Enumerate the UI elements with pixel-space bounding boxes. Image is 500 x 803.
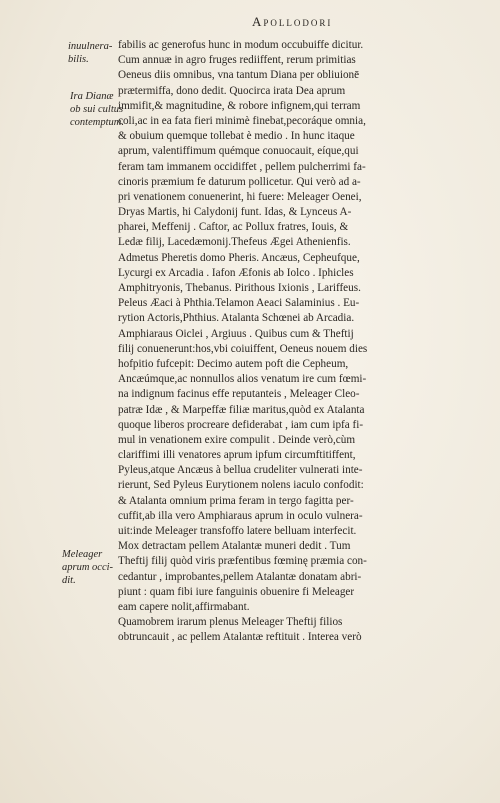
marginal-note-line: Meleager [62,549,103,560]
text-line: hofpitio fufcepit: Decimo autem poft die Cepheum, [118,357,349,370]
text-line: uit:inde Meleager transfoffo latere belluam interfecit. [118,525,357,537]
text-line: Lycurgi ex Arcadia . Iafon Æfonis ab Iolco . Iphicles [118,266,354,279]
text-line: quoque liberos procreare defiderabat , iam cum ipfa fi- [118,418,364,431]
text-line: pri venationem conuenerint, hi fuere: Meleager Oenei, [118,190,362,203]
text-line: pharei, Meffenij . Caftor, ac Pollux fratres, Iouis, & [118,221,349,234]
text-line: fabilis ac generofus hunc in modum occubuiffe dicitur. [118,39,364,51]
text-line: Ledæ filij, Lacedæmonij.Thefeus Ægei Athenienfis. [118,236,351,249]
text-line: na indignum facinus effe reputanteis , Meleager Cleo- [118,388,360,401]
text-line: aprum, valentiffimum quémque conuocauit, eíque,qui [118,145,359,158]
text-line: piunt : quam fibi iure fanguinis obuenire fi Meleager [118,585,355,598]
text-line: Cum annuæ in agro fruges rediiffent, rerum primitias [118,54,356,67]
marginal-note-line: contemptum. [70,117,124,128]
text-line: Amphitryonis, Thebanus. Pirithous Ixionis , Lariffeus. [118,282,361,294]
text-line: mul in venationem exire compulit . Deinde verò,cùm [118,433,356,446]
text-line: filij conuenerunt:hos,vbi coiuiffent, Oeneus nouem dies [118,342,368,355]
marginal-note-line: dit. [62,575,76,586]
text-line: Theftij filij quòd viris præfentibus fœminę præmia con- [118,555,367,568]
text-line: Ancæúmque,ac nonnullos alios venatum ire cum fœmi- [118,373,367,386]
marginal-note-line: bilis. [68,54,89,65]
page-header [0,14,500,36]
text-line: cuffit,ab illa vero Amphiaraus aprum in oculo vulnera- [118,509,363,522]
text-line: & obuium quemque tollebat è medio . In hunc itaque [118,130,355,143]
text-line: coli,ac in ea fata fieri minimè finebat,pecoráque omnia, [118,114,366,127]
text-line: feram tam immanem occidiffet , pellem pulcherrimi fa- [118,160,366,173]
text-line: rierunt, Sed Pyleus Eurytionem nolens iaculo confodit: [118,479,364,492]
marginal-note-inuulnerabilis [68,40,112,66]
text-line: Mox detractam pellem Atalantæ muneri dedit . Tum [118,540,351,553]
main-text-block [118,38,456,646]
text-line: clariffimi illi venatores aprum ipfum circumftitiffent, [118,449,356,462]
text-line: prætermiffa, dono dedit. Quocirca irata Dea aprum [118,84,346,97]
text-line: patræ Idæ , & Marpeffæ filiæ maritus,quòd ex Atalanta [118,403,365,416]
text-line: Pyleus,atque Ancæus à bellua crudeliter vulnerati inte- [118,464,363,477]
marginal-note-ira-dianae [70,90,124,129]
text-line: rytion Actoris,Phthius. Atalanta Schœnei ab Arcadia. [118,312,355,325]
text-line: Dryas Martis, hi Calydonij funt. Idas, & Lynceus A- [118,206,352,219]
text-line: Quamobrem irarum plenus Meleager Theftij filios [118,616,343,629]
text-line: & Atalanta omnium prima feram in tergo fagitta per- [118,494,354,507]
text-line: Admetus Pheretis domo Pheris. Ancæus, Cepheufque, [118,251,360,264]
marginal-note-line: aprum occi- [62,562,114,573]
marginal-note-meleager [62,548,113,587]
text-line: immifit,& magnitudine, & robore infignem,qui terram [118,99,361,112]
text-line: cinoris præmium fe daturum pollicetur. Qui verò ad a- [118,175,361,188]
marginal-note-line: ob sui cultus [70,104,124,115]
marginal-note-line: Ira Dianæ [70,91,114,102]
text-line: obtruncauit , ac pellem Atalantæ reftituit . Interea verò [118,631,362,644]
marginal-note-line: inuulnera- [68,41,113,52]
text-line: Peleus Æaci à Phthia.Telamon Aeaci Salaminius . Eu- [118,297,360,310]
text-line: eam capere nolit,affirmabant. [118,600,250,613]
running-head: Apollodori [252,14,333,29]
text-line: Amphiaraus Oiclei , Argiuus . Quibus cum & Theftij [118,327,354,340]
text-line: Oeneus diis omnibus, vna tantum Diana per obliuionē [118,69,360,82]
text-line: cedantur , improbantes,pellem Atalantæ donatam abri- [118,570,362,583]
